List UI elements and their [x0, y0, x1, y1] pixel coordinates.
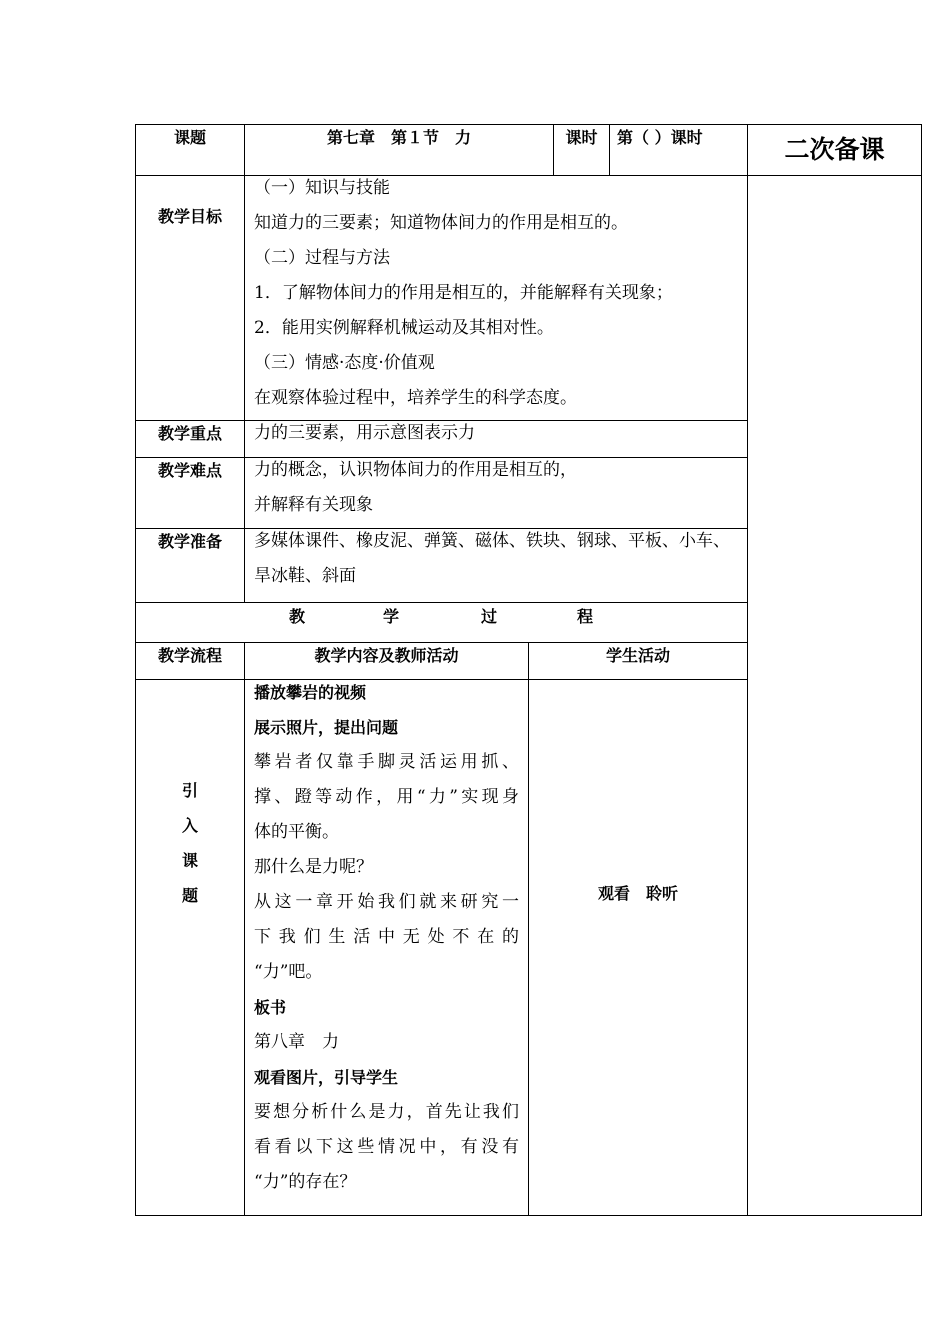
process-title-char: 学: [383, 607, 400, 626]
objectives-line: 知道力的三要素；知道物体间力的作用是相互的。: [254, 213, 628, 233]
intro-flow-char: 引: [181, 781, 198, 800]
objectives-line: 2．能用实例解释机械运动及其相对性。: [254, 318, 554, 338]
intro-content-line: 下我们生活中无处不在的: [254, 927, 519, 947]
second-prep-heading: 二次备课: [784, 135, 885, 164]
intro-flow-char: 入: [181, 816, 198, 835]
topic-label: 课题: [173, 128, 206, 147]
preparation-label: 教学准备: [157, 532, 222, 551]
preparation-line: 多媒体课件、橡皮泥、弹簧、磁体、铁块、钢球、平板、小车、: [254, 531, 730, 551]
process-title: [136, 599, 747, 634]
intro-content-line: 撑、蹬等动作，用“力”实现身: [254, 787, 519, 807]
process-title-char: 教: [289, 607, 306, 626]
intro-content-line: 体的平衡。: [254, 822, 339, 842]
intro-student-activity: 观看 聆听: [597, 884, 678, 903]
intro-content-line: 攀岩者仅靠手脚灵活运用抓、: [254, 752, 519, 772]
intro-content-line: “力”的存在？: [254, 1172, 357, 1192]
intro-content: [254, 675, 519, 1200]
intro-content-line: 观看图片，引导学生: [254, 1068, 399, 1087]
intro-content-line: 展示照片，提出问题: [254, 718, 399, 737]
intro-content-line: 要想分析什么是力，首先让我们: [254, 1102, 519, 1122]
intro-flow-char: 题: [181, 886, 198, 905]
objectives-line: 1．了解物体间力的作用是相互的，并能解释有关现象；: [254, 283, 673, 303]
key-points-label: 教学重点: [157, 424, 222, 443]
intro-content-line: “力”吧。: [254, 962, 323, 982]
difficulties-line: 并解释有关现象: [254, 495, 373, 515]
difficulties-content: [254, 453, 744, 523]
intro-content-line: 那什么是力呢？: [254, 857, 373, 877]
intro-content-line: 播放攀岩的视频: [254, 683, 367, 702]
preparation-line: 旱冰鞋、斜面: [254, 566, 356, 586]
process-title-char: 过: [481, 607, 498, 626]
objectives-line: 在观察体验过程中，培养学生的科学态度。: [254, 388, 577, 408]
objectives-line: （一）知识与技能: [254, 178, 390, 198]
intro-flow-char: 课: [181, 851, 198, 870]
period-label: 课时: [565, 128, 598, 147]
objectives-content: [254, 171, 744, 416]
col-student-header: 学生活动: [605, 646, 670, 665]
col-flow-header: 教学流程: [157, 646, 222, 665]
objectives-label: 教学目标: [157, 207, 222, 226]
intro-flow: [136, 773, 244, 913]
col-content-header: 教学内容及教师活动: [314, 646, 459, 665]
topic-value: 第七章 第１节 力: [326, 128, 471, 147]
objectives-line: （三）情感·态度·价值观: [254, 353, 435, 373]
intro-content-line: 第八章 力: [254, 1032, 339, 1052]
period-value: 第（ ）课时: [617, 128, 703, 147]
objectives-line: （二）过程与方法: [254, 248, 390, 268]
preparation-content: [254, 524, 744, 594]
intro-content-line: 板书: [254, 998, 287, 1017]
key-points-text: 力的三要素，用示意图表示力: [254, 423, 475, 443]
intro-content-line: 从这一章开始我们就来研究一: [254, 892, 519, 912]
difficulties-label: 教学难点: [157, 461, 222, 480]
difficulties-line: 力的概念，认识物体间力的作用是相互的，: [254, 460, 577, 480]
process-title-char: 程: [577, 607, 594, 626]
intro-content-line: 看看以下这些情况中，有没有: [254, 1137, 519, 1157]
